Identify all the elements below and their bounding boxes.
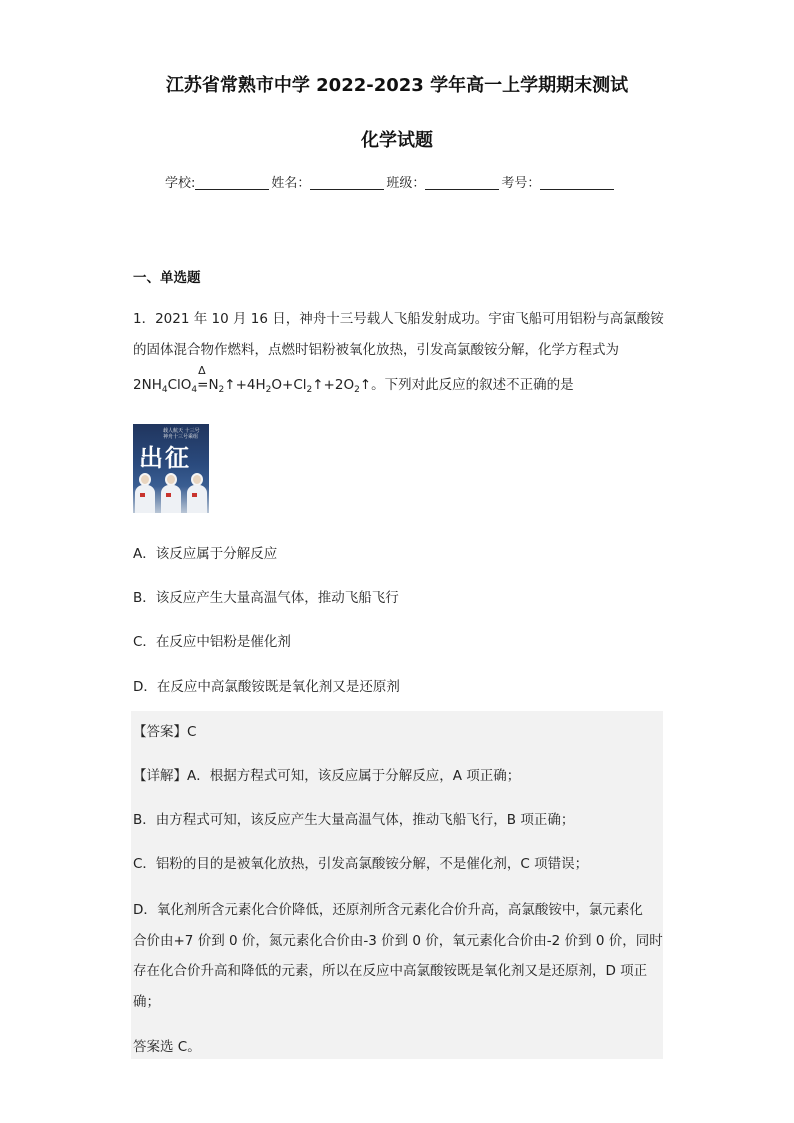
- poster-caption: 载人航天 十三号 神舟十三号乘组: [163, 428, 200, 440]
- name-label: 姓名：: [271, 176, 311, 191]
- explanation-c: C．铝粉的目的是被氧化放热，引发高氯酸铵分解，不是催化剂，C 项错误；: [133, 856, 589, 872]
- astronaut-figure: [161, 473, 181, 513]
- poster-title: 出征: [139, 444, 191, 472]
- number-label: 考号：: [501, 176, 541, 191]
- document-title: 江苏省常熟市中学 2022-2023 学年高一上学期期末测试: [165, 75, 629, 96]
- name-blank: [310, 176, 384, 190]
- option-a: A．该反应属于分解反应: [133, 546, 278, 562]
- heat-arrow: Δ =: [197, 364, 209, 393]
- final-answer: 答案选 C。: [133, 1039, 201, 1055]
- option-b: B．该反应产生大量高温气体，推动飞船飞行: [133, 590, 399, 606]
- school-label: 学校:: [165, 176, 196, 191]
- astronaut-poster-image: [133, 424, 209, 513]
- explanation-d-line-1: D．氧化剂所含元素化合价降低，还原剂所含元素化合价升高，高氯酸铵中，氯元素化: [133, 902, 643, 918]
- section-heading: 一、单选题: [133, 270, 201, 286]
- answer-text: 【答案】C: [133, 724, 197, 740]
- number-blank: [540, 176, 614, 190]
- option-c: C．在反应中铝粉是催化剂: [133, 634, 291, 650]
- class-blank: [425, 176, 499, 190]
- explanation-d-line-4: 确；: [133, 994, 160, 1010]
- astronaut-figure: [135, 473, 155, 513]
- class-label: 班级：: [386, 176, 426, 191]
- astronaut-figure: [187, 473, 207, 513]
- school-blank: [195, 176, 269, 190]
- student-info-row: [165, 172, 616, 191]
- question-line-2: 的固体混合物作燃料，点燃时铝粉被氧化放热，引发高氯酸铵分解，化学方程式为: [133, 342, 619, 358]
- explanation-d-line-3: 存在化合价升高和降低的元素，所以在反应中高氯酸铵既是氧化剂又是还原剂，D 项正: [133, 963, 648, 979]
- chemical-equation: $2NH_4ClO_4$ Δ $=N_2↑+4H_2O+Cl_2↑+2O_2↑$。下列对此反应的叙述不正确的是: [133, 364, 574, 395]
- explanation-d-line-2: 合价由+7 价到 0 价，氮元素化合价由-3 价到 0 价，氧元素化合价由-2 价到 0 价，同时: [133, 933, 663, 949]
- question-line-1: 1．2021 年 10 月 16 日，神舟十三号载人飞船发射成功。宇宙飞船可用铝粉与高氯酸铵: [133, 311, 664, 327]
- explanation-a: 【详解】A．根据方程式可知，该反应属于分解反应，A 项正确；: [133, 768, 521, 784]
- option-d: D．在反应中高氯酸铵既是氧化剂又是还原剂: [133, 679, 400, 695]
- document-subtitle: 化学试题: [361, 130, 433, 151]
- explanation-b: B．由方程式可知，该反应产生大量高温气体，推动飞船飞行，B 项正确；: [133, 812, 575, 828]
